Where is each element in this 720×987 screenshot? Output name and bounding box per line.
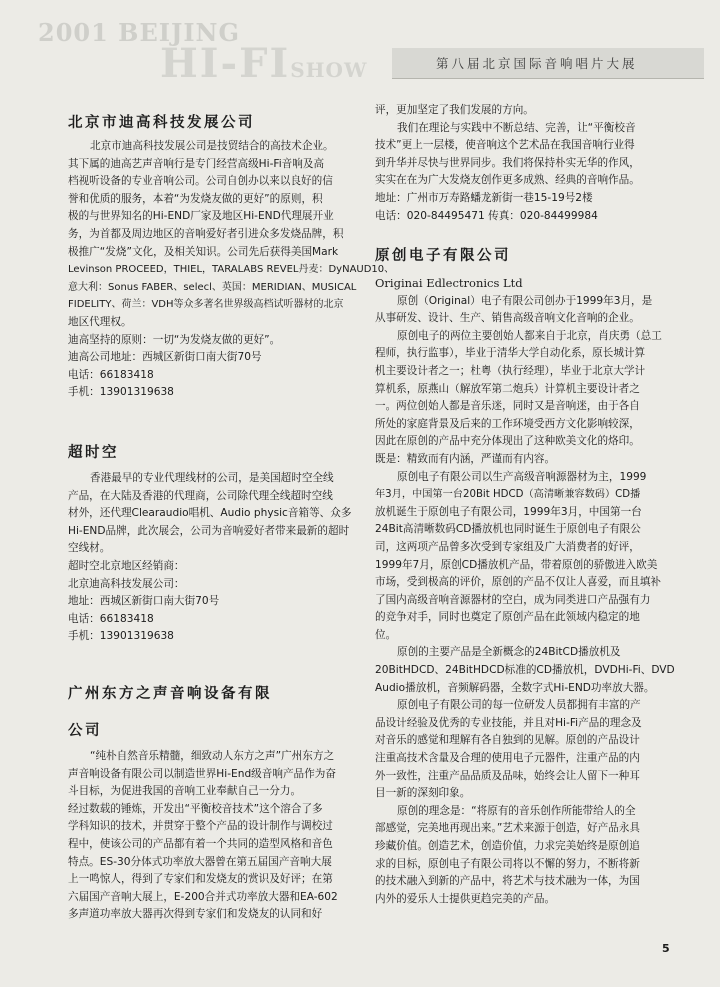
section-body-yuanchuang bbox=[375, 275, 675, 908]
paragraph-line: 北京市迪高科技发展公司是技贸结合的高技术企业。 bbox=[90, 140, 334, 152]
paragraph-line: 我们在理论与实践中不断总结、完善，让“平衡校音 bbox=[397, 121, 636, 134]
section-body-chaoshikong bbox=[68, 470, 360, 646]
paragraph-line: 一。两位创始人都是音乐迷，同时又是音响迷，由于各自 bbox=[375, 400, 640, 413]
paragraph-line: 斗目标，为促进我国的音响工业奉献自己一分力。 bbox=[68, 785, 302, 798]
paragraph-line: Levinson PROCEED，THIEL，TARALABS REVEL丹麦：DyNAUD10、 bbox=[68, 264, 395, 276]
paragraph-line: Hi-END品牌，此次展会，公司为音响爱好者带来最新的超时 bbox=[68, 524, 350, 537]
contact-address: 地址：广州市万寿路蟠龙新街一巷15-19号2楼 bbox=[375, 191, 593, 204]
paragraph-line: 程中，使该公司的产品都有着一个共同的造型风格和音色 bbox=[68, 837, 333, 850]
paragraph-line: 原创电子的两位主要创始人都来自于北京，肖庆勇（总工 bbox=[397, 329, 662, 342]
section-subtitle-english: Originai Edlectronics Ltd bbox=[375, 276, 523, 290]
contact-phone: 电话：66183418 bbox=[68, 612, 154, 625]
header-bar bbox=[392, 48, 704, 79]
paragraph-line: 既是：精致而有内涵，严谨而有内容。 bbox=[375, 452, 556, 465]
paragraph-line: 所处的家庭背景及后来的工作环境受西方文化影响较深， bbox=[375, 417, 640, 430]
paragraph-line: 目一新的深刻印象。 bbox=[375, 787, 471, 800]
paragraph-line: 1999年7月，原创CD播放机产品，带着原创的骄傲进入欧美 bbox=[375, 558, 658, 571]
paragraph-line: 极的与世界知名的Hi-END厂家及地区Hi-END代理展开业 bbox=[68, 210, 334, 223]
paragraph-line: 内外的爱乐人士提供更趋完美的产品。 bbox=[375, 892, 556, 905]
paragraph-line: 北京迪高科技发展公司： bbox=[68, 577, 185, 590]
paragraph-line: 放机诞生于原创电子有限公司，1999年3月，中国第一台 bbox=[375, 505, 642, 518]
paragraph-line: 意大利：Sonus FABER、selecl、英国：MERIDIAN、MUSICAL bbox=[68, 281, 357, 293]
contact-phone-fax: 电话：020-84495471 传真：020-84499984 bbox=[375, 209, 598, 222]
paragraph-line: 极推广“发烧”文化，及相关知识。公司先后获得美国Mark bbox=[68, 245, 339, 258]
paragraph-line: 技术”更上一层楼，使音响这个艺术品在我国音响行业得 bbox=[375, 139, 635, 152]
paragraph-line: 算机系，原燕山（解放军第二炮兵）计算机主要设计者之 bbox=[375, 382, 640, 395]
contact-mobile: 手机：13901319638 bbox=[68, 386, 174, 399]
section-body-digao bbox=[68, 138, 395, 402]
paragraph-line: 多声道功率放大器再次得到专家们和发烧友的认同和好 bbox=[68, 908, 323, 921]
paragraph-line: 求的目标，原创电子有限公司将以不懈的努力，不断将新 bbox=[375, 857, 640, 870]
paragraph-line: 迪高坚持的原则：一切“为发烧友做的更好”。 bbox=[68, 333, 281, 346]
section-title-dongfang-1: 广州东方之声音响设备有限 bbox=[68, 686, 272, 702]
paragraph-line: 司，这两项产品曾多次受到专家组及广大消费者的好评， bbox=[375, 540, 640, 553]
paragraph-line: 20BitHDCD、24BitHDCD标准的CD播放机，DVDHi-Fi、DVD bbox=[375, 664, 675, 677]
paragraph-line: FIDELITY、荷兰：VDH等众多著名世界级高档试听器材的北京 bbox=[68, 299, 344, 311]
section-title-chaoshikong: 超时空 bbox=[68, 445, 119, 461]
paragraph-line: 年3月，中国第一台20Bit HDCD（高清晰兼容数码）CD播 bbox=[375, 489, 641, 501]
paragraph-line: 原创（Original）电子有限公司创办于1999年3月，是 bbox=[397, 294, 653, 307]
paragraph-line: 原创电子有限公司以生产高级音响源器材为主，1999 bbox=[397, 470, 647, 483]
contact-mobile: 手机：13901319638 bbox=[68, 630, 174, 643]
paragraph-line: “纯朴自然音乐精髓，细致动人东方之声”广州东方之 bbox=[90, 750, 335, 762]
paragraph-line: 实实在在为广大发烧友创作更多成熟、经典的音响作品。 bbox=[375, 174, 640, 187]
contact-phone: 电话：66183418 bbox=[68, 368, 154, 381]
paragraph-line: 务，为首都及周边地区的音响爱好者引进众多发烧品牌，积 bbox=[68, 227, 344, 240]
paragraph-line: 从事研发、设计、生产、销售高级音响文化音响的企业。 bbox=[375, 312, 640, 325]
paragraph-line: 学科知识的技术，并贯穿于整个产品的设计制作与调校过 bbox=[68, 820, 333, 833]
section-body-dongfang bbox=[68, 748, 360, 924]
paragraph-line: 24Bit高清晰数码CD播放机也同时诞生于原创电子有限公 bbox=[375, 523, 641, 536]
paragraph-line: 市场，受到极高的评价，原创的产品不仅让人喜爱，而且填补 bbox=[375, 576, 662, 589]
paragraph-line: 部感觉，完美地再现出来。”艺术来源于创造，好产品永具 bbox=[375, 822, 641, 835]
paragraph-line: 原创的主要产品是全新概念的24BitCD播放机及 bbox=[397, 646, 621, 659]
paragraph-line: 外一致性，注重产品品质及品味，始终会让人留下一种耳 bbox=[375, 769, 640, 782]
paragraph-line: 的竞争对手，同时也奠定了原创产品在此领域内稳定的地 bbox=[375, 611, 640, 624]
paragraph-line: 注重高技术含量及合理的使用电子元器件，注重产品的内 bbox=[375, 752, 640, 765]
paragraph-line: 珍藏价值。创造艺术，创造价值，力求完美始终是原创追 bbox=[375, 840, 640, 852]
paragraph-line: 机主要设计者之一；杜粤（执行经理），毕业于北京大学计 bbox=[375, 364, 646, 377]
paragraph-line: 特点。ES-30分体式功率放大器曾在第五届国产音响大展 bbox=[68, 855, 332, 868]
paragraph-line: 档视听设备的专业音响公司。公司自创办以来以良好的信 bbox=[68, 175, 333, 188]
section-body-dongfang-continued bbox=[375, 102, 667, 225]
paragraph-line: 到升华并尽快与世界同步。我们将保持朴实无华的作风， bbox=[375, 156, 640, 169]
paragraph-line: 其下属的迪高艺声音响行是专门经营高级Hi-Fi音响及高 bbox=[68, 157, 325, 170]
page-number: 5 bbox=[662, 942, 670, 955]
paragraph-line: 空线材。 bbox=[68, 542, 111, 555]
paragraph-line: 的技术融入到新的产品中，将艺术与技术融为一体，为国 bbox=[375, 875, 640, 888]
section-title-digao: 北京市迪高科技发展公司 bbox=[68, 115, 255, 131]
section-title-yuanchuang: 原创电子有限公司 bbox=[375, 248, 511, 264]
paragraph-line: 地址：西城区新街口南大街70号 bbox=[68, 595, 220, 608]
paragraph-line: 材外，还代理Clearaudio唱机、Audio physic音箱等、众多 bbox=[68, 507, 352, 520]
paragraph-line: 六届国产音响大展上，E-200合并式功率放大器和EA-602 bbox=[68, 890, 338, 903]
paragraph-line: 原创的理念是：“将原有的音乐创作所能带给人的全 bbox=[397, 804, 636, 817]
paragraph-line: 因此在原创的产品中充分体现出了这种欧美文化的烙印。 bbox=[375, 435, 640, 448]
paragraph-line: 上一鸣惊人，得到了专家们和发烧友的赏识及好评；在第 bbox=[68, 873, 333, 886]
paragraph-line: 原创电子有限公司的每一位研发人员都拥有丰富的产 bbox=[397, 699, 641, 712]
paragraph-line: 了国内高级音响音源器材的空白，成为同类进口产品强有力 bbox=[375, 593, 651, 606]
header-ghost-hifi bbox=[160, 40, 367, 87]
paragraph-line: 对音乐的感觉和理解有各自独到的见解。原创的产品设计 bbox=[375, 734, 640, 747]
paragraph-line: 迪高公司地址：西城区新街口南大街70号 bbox=[68, 351, 262, 364]
paragraph-line: 经过数载的锤炼，开发出“平衡校音技术”这个溶合了多 bbox=[68, 802, 323, 815]
header-ghost-hifi-main: HI-FI bbox=[160, 40, 291, 87]
paragraph-line: 超时空北京地区经销商： bbox=[68, 559, 185, 572]
paragraph-line: 位。 bbox=[375, 628, 397, 641]
header-title: 第八届北京国际音响唱片大展 bbox=[436, 56, 638, 71]
header-ghost-show: SHOW bbox=[290, 58, 368, 82]
paragraph-line: 评，更加坚定了我们发展的方向。 bbox=[375, 104, 534, 116]
paragraph-line: Audio播放机，音频解码器，全数字式Hi-END功率放大器。 bbox=[375, 681, 655, 694]
paragraph-line: 地区代理权。 bbox=[68, 315, 132, 328]
section-title-dongfang-2: 公司 bbox=[68, 723, 102, 739]
paragraph-line: 程师，执行监事），毕业于清华大学自动化系，原长城计算 bbox=[375, 347, 646, 360]
paragraph-line: 誉和优质的服务，本着“为发烧友做的更好”的原则，积 bbox=[68, 192, 323, 205]
paragraph-line: 香港最早的专业代理线材的公司，是美国超时空全线 bbox=[90, 472, 334, 484]
header-ghost-year: 2001 BEIJING bbox=[38, 18, 240, 47]
paragraph-line: 品设计经验及优秀的专业技能，并且对Hi-Fi产品的理念及 bbox=[375, 716, 642, 729]
paragraph-line: 产品，在大陆及香港的代理商，公司除代理全线超时空线 bbox=[68, 489, 333, 502]
paragraph-line: 声音响设备有限公司以制造世界Hi-End级音响产品作为奋 bbox=[68, 767, 336, 780]
